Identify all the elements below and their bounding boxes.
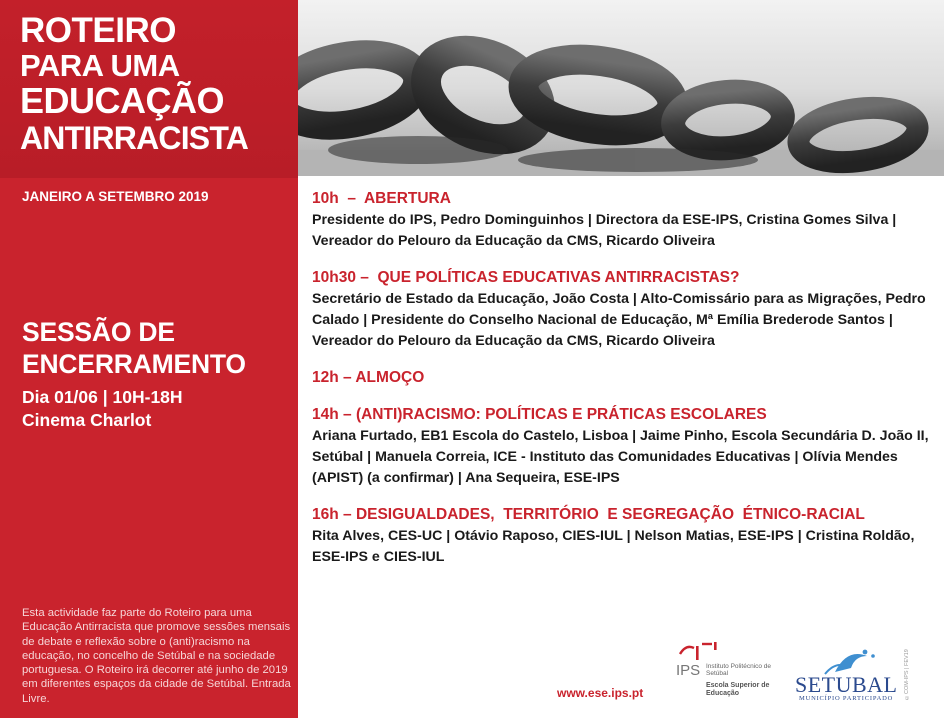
title-line-4: ANTIRRACISTA [20,120,249,156]
setubal-subtitle: MUNICÍPIO PARTICIPADO [799,695,894,702]
event-title [20,12,290,156]
program-item [312,267,936,352]
program-item-heading: 10h30 – QUE POLÍTICAS EDUCATIVAS ANTIRRACISTAS? [312,269,740,286]
program-item-heading: 12h – ALMOÇO [312,369,425,386]
program-item [312,404,936,489]
title-line-3: EDUCAÇÃO [20,80,225,121]
date-range: JANEIRO A SETEMBRO 2019 [22,189,209,204]
about-text: Esta actividade faz parte do Roteiro para uma Educação Antirracista que promove sessões mensais de debate e reflexão sobre o (anti)racismo na educação, no concelho de Setúbal e na sociedade portuguesa. O Roteiro irá decorrer até junho de 2019 em diferentes espaços da cidade de Setúbal. Entrada Livre. [22,607,291,705]
ips-institute-name: Instituto Politécnico de Setúbal [706,663,772,677]
ips-letters: IPS [676,662,701,679]
session-date-time: Dia 01/06 | 10H-18H [22,387,183,407]
program-item-speakers: Secretário de Estado da Educação, João Costa | Alto-Comissário para as Migrações, Pedro Calado | Presidente do Conselho Nacional de Educação, Mª Emília Brederode Santos | Vereador do Pelouro da Educação da CMS, Ricardo Oliveira [312,291,926,349]
session-info [22,386,183,432]
ips-school-name: Escola Superior de Educação [706,682,770,697]
program-item [312,367,936,389]
program-item-speakers: Ariana Furtado, EB1 Escola do Castelo, Lisboa | Jaime Pinho, Escola Secundária D. João II, Setúbal | Manuela Correia, ICE - Instituto das Comunidades Educativas | Olívia Mendes (APIST) (a confirmar) | Ana Sequeira, ESE-IPS [312,428,929,486]
credit-text: ©COM-IPS | FEV19 [904,649,910,700]
session-venue: Cinema Charlot [22,410,152,430]
left-panel [0,0,298,718]
website-link[interactable]: www.ese.ips.pt [557,686,644,700]
program-list [312,188,936,583]
program-item [312,188,936,252]
setubal-wordmark: SETUBAL [795,672,898,697]
session-title-line-2: ENCERRAMENTO [22,349,246,379]
chain-image [298,0,944,176]
chain-photo [298,0,944,176]
title-line-1: ROTEIRO [20,11,176,50]
ips-mark-icon [676,640,726,664]
program-item [312,504,936,568]
program-item-heading: 14h – (ANTI)RACISMO: POLÍTICAS E PRÁTICAS ESCOLARES [312,406,767,423]
program-item-heading: 16h – DESIGUALDADES, TERRITÓRIO E SEGREGAÇÃO ÉTNICO-RACIAL [312,506,865,523]
setubal-logo [795,646,898,708]
session-title-line-1: SESSÃO DE [22,317,175,347]
program-item-heading: 10h – ABERTURA [312,190,451,207]
title-line-2: PARA UMA [20,48,180,83]
session-title [22,316,246,380]
program-item-speakers: Rita Alves, CES-UC | Otávio Raposo, CIES-IUL | Nelson Matias, ESE-IPS | Cristina Roldão, ESE-IPS e CIES-IUL [312,528,915,565]
program-item-speakers: Presidente do IPS, Pedro Dominguinhos | Directora da ESE-IPS, Cristina Gomes Silva | Vereador do Pelouro da Educação da CMS, Ricardo Oliveira [312,212,897,249]
ips-logo [676,640,776,710]
